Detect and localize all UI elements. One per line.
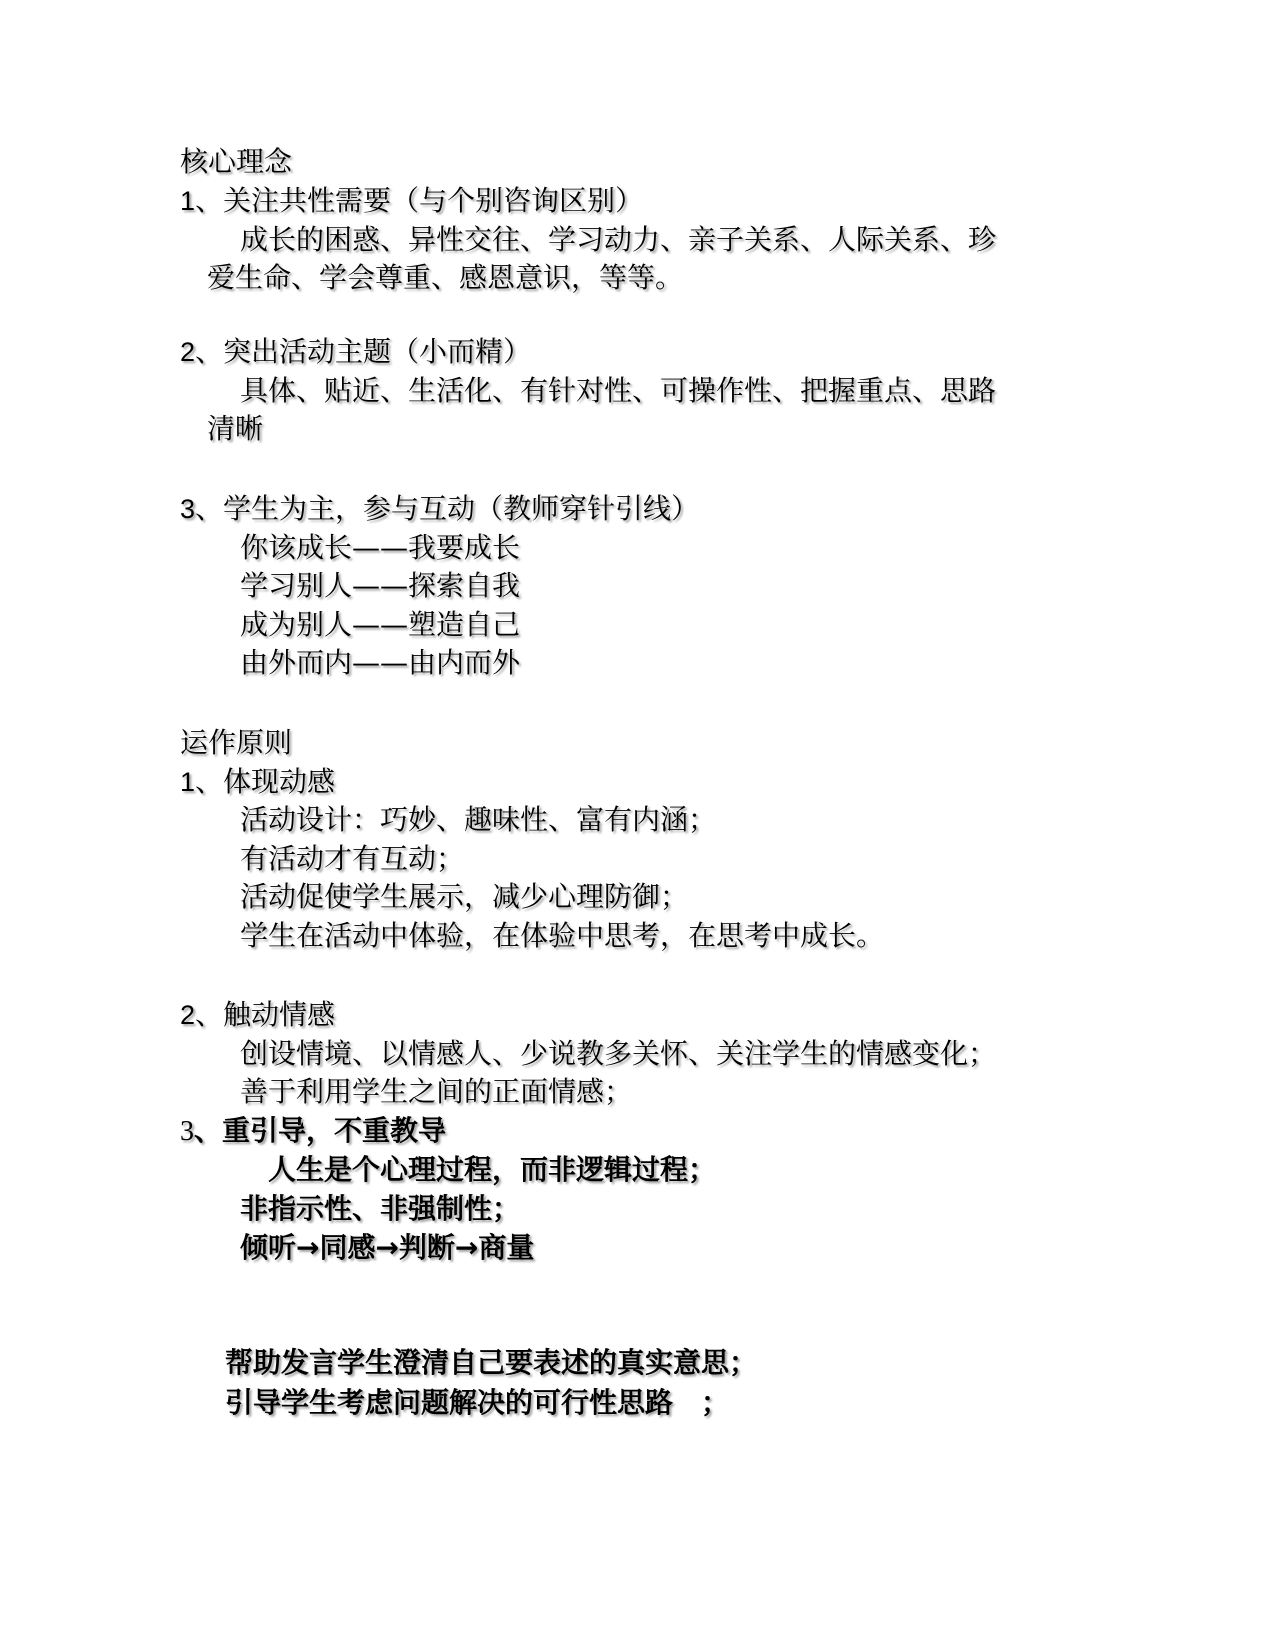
point-3-title	[180, 490, 699, 528]
point-number: 2	[180, 337, 196, 367]
principle-item: 活动促使学生展示，减少心理防御；	[240, 880, 689, 913]
contrast-pair: 你该成长——我要成长	[240, 531, 521, 564]
contrast-pair: 成为别人——塑造自己	[240, 608, 521, 641]
point-title-text: 、学生为主，参与互动（教师穿针引线）	[195, 492, 700, 525]
contrast-pair: 由外而内——由内而外	[240, 646, 521, 679]
principle-item: 倾听→同感→判断→商量	[240, 1231, 535, 1264]
section-heading-core-concept: 核心理念	[180, 145, 293, 178]
contrast-pair: 学习别人——探索自我	[240, 569, 521, 602]
point-1-title	[180, 182, 643, 220]
principle-item: 非指示性、非强制性；	[240, 1192, 521, 1225]
point-title-text: 、关注共性需要（与个别咨询区别）	[195, 184, 644, 217]
principle-item: 人生是个心理过程，而非逻辑过程；	[268, 1153, 717, 1186]
closing-line: 引导学生考虑问题解决的可行性思路 ；	[225, 1386, 730, 1419]
principle-title-text: 、重引导，不重教导	[194, 1114, 447, 1147]
point-2-body-line-2: 清晰	[207, 412, 264, 445]
principle-number: 2	[180, 1000, 196, 1030]
point-2-title	[180, 333, 531, 371]
principle-3-title	[180, 1112, 446, 1151]
principle-item: 有活动才有互动；	[240, 842, 465, 875]
point-2-body-line-1: 具体、贴近、生活化、有针对性、可操作性、把握重点、思路	[240, 374, 997, 407]
principle-title-text: 、体现动感	[195, 765, 336, 798]
principle-item: 善于利用学生之间的正面情感；	[240, 1075, 633, 1108]
point-title-text: 、突出活动主题（小而精）	[195, 335, 532, 368]
principle-1-title	[180, 763, 335, 801]
principle-item: 创设情境、以情感人、少说教多关怀、关注学生的情感变化；	[240, 1037, 997, 1070]
closing-line: 帮助发言学生澄清自己要表述的真实意思；	[225, 1346, 758, 1379]
principle-item: 学生在活动中体验，在体验中思考，在思考中成长。	[240, 919, 885, 952]
section-heading-operating-principles: 运作原则	[180, 726, 293, 759]
principle-number: 1	[180, 767, 196, 797]
principle-item: 活动设计：巧妙、趣味性、富有内涵；	[240, 803, 717, 836]
principle-title-text: 、触动情感	[195, 998, 336, 1031]
point-number: 1	[180, 186, 196, 216]
principle-2-title	[180, 996, 335, 1034]
point-1-body-line-1: 成长的困惑、异性交往、学习动力、亲子关系、人际关系、珍	[240, 223, 997, 256]
point-number: 3	[180, 494, 196, 524]
principle-number: 3	[180, 1116, 194, 1147]
point-1-body-line-2: 爱生命、学会尊重、感恩意识，等等。	[207, 261, 684, 294]
